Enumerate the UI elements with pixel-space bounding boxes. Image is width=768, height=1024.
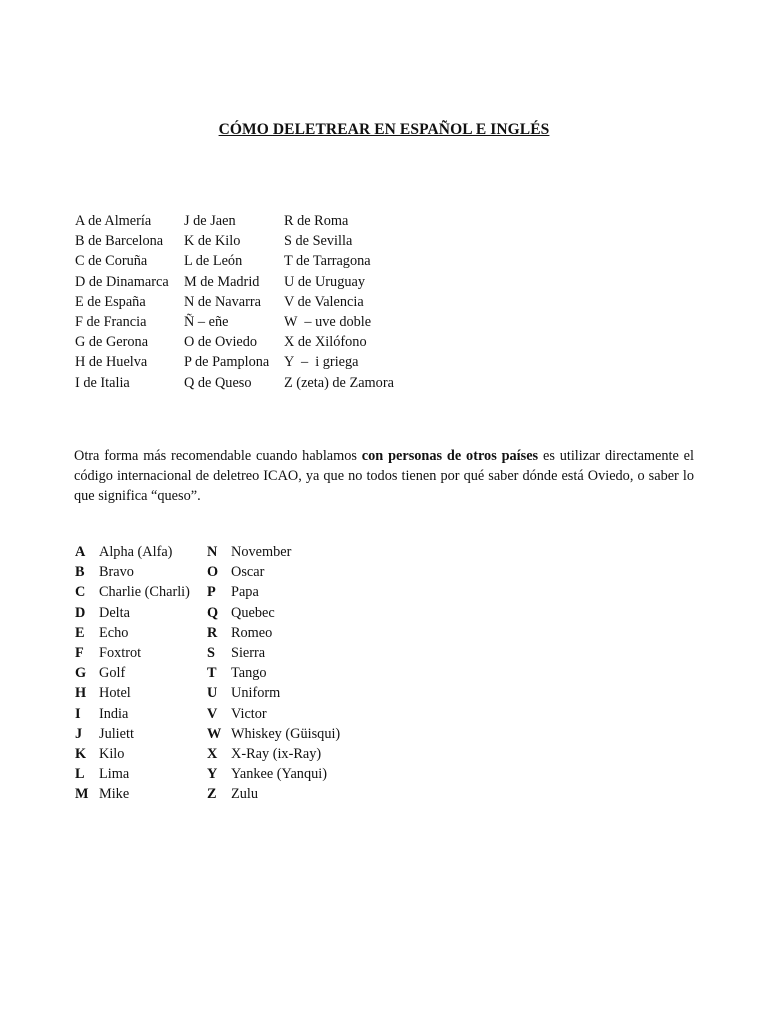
icao-letter: T: [207, 665, 217, 682]
icao-word: Victor: [231, 705, 267, 722]
icao-column-left: [75, 542, 207, 804]
icao-row: [75, 562, 207, 582]
icao-letter: J: [75, 725, 83, 742]
icao-letter: P: [207, 584, 216, 601]
spanish-entry: P de Pamplona: [184, 354, 270, 371]
icao-letter: F: [75, 644, 84, 661]
icao-row: [75, 724, 207, 744]
icao-letter: U: [207, 685, 218, 702]
icao-word: Yankee (Yanqui): [231, 766, 327, 783]
icao-letter: Q: [207, 604, 219, 621]
icao-row: [75, 603, 207, 623]
spanish-entry: Ñ – eñe: [184, 313, 229, 330]
icao-word: Hotel: [99, 685, 131, 702]
icao-letter: G: [75, 665, 87, 682]
icao-word: Zulu: [231, 786, 259, 803]
spanish-entry: J de Jaen: [184, 213, 236, 229]
icao-word: Quebec: [231, 604, 275, 621]
icao-row: [207, 784, 340, 804]
icao-word: Tango: [231, 665, 267, 682]
icao-word: Bravo: [99, 564, 134, 581]
icao-row: [207, 643, 340, 663]
spanish-entry: O de Oviedo: [184, 334, 258, 351]
icao-letter: A: [75, 544, 86, 560]
icao-word: Kilo: [99, 745, 125, 762]
icao-alphabet-table: [75, 542, 340, 804]
icao-letter: W: [207, 725, 222, 742]
icao-row: [207, 724, 340, 744]
icao-word: Juliett: [99, 725, 134, 742]
icao-letter: R: [207, 624, 218, 641]
spanish-entry: T de Tarragona: [284, 253, 371, 270]
icao-letter: N: [207, 544, 218, 560]
spanish-entry: G de Gerona: [75, 334, 149, 351]
icao-word: Sierra: [231, 644, 266, 661]
icao-row: [75, 744, 207, 764]
spanish-entry: S de Sevilla: [284, 233, 353, 250]
spanish-column-1: [75, 211, 184, 393]
icao-letter: Z: [207, 786, 217, 803]
icao-row: [75, 623, 207, 643]
icao-row: [207, 542, 340, 562]
paragraph-bold-text: con personas de otros países: [361, 448, 539, 464]
icao-row: [75, 643, 207, 663]
icao-row: [207, 623, 340, 643]
icao-word: Papa: [231, 584, 259, 601]
icao-intro-paragraph: [74, 446, 694, 507]
icao-word: Foxtrot: [99, 644, 142, 661]
spanish-entry: R de Roma: [284, 213, 349, 229]
spanish-entry: I de Italia: [75, 374, 130, 391]
spanish-entry: Z (zeta) de Zamora: [284, 374, 394, 391]
icao-row: [207, 582, 340, 602]
icao-letter: I: [75, 705, 81, 722]
icao-row: [207, 744, 340, 764]
icao-row: [75, 582, 207, 602]
icao-word: Whiskey (Güisqui): [231, 725, 341, 742]
spanish-entry: V de Valencia: [284, 293, 364, 310]
icao-row: [75, 663, 207, 683]
icao-row: [75, 704, 207, 724]
spanish-entry: Q de Queso: [184, 374, 252, 391]
spanish-entry: A de Almería: [75, 213, 152, 229]
icao-letter: X: [207, 745, 218, 762]
icao-row: [207, 764, 340, 784]
icao-row: [207, 704, 340, 724]
icao-word: Lima: [99, 766, 130, 783]
icao-row: [75, 683, 207, 703]
spanish-entry: E de España: [75, 293, 146, 310]
icao-row: [207, 663, 340, 683]
icao-row: [207, 603, 340, 623]
icao-letter: M: [75, 786, 89, 803]
spanish-column-3: [284, 211, 424, 393]
icao-letter: C: [75, 584, 86, 601]
icao-letter: V: [207, 705, 218, 722]
icao-word: Uniform: [231, 685, 281, 702]
spanish-entry: X de Xilófono: [284, 334, 367, 351]
icao-word: Romeo: [231, 624, 273, 641]
spanish-entry: F de Francia: [75, 313, 147, 330]
spanish-column-2: [184, 211, 284, 393]
spanish-entry: K de Kilo: [184, 233, 241, 250]
icao-word: Oscar: [231, 564, 265, 581]
icao-word: Delta: [99, 604, 130, 621]
icao-word: Golf: [99, 665, 126, 682]
spanish-entry: C de Coruña: [75, 253, 148, 270]
spanish-entry: N de Navarra: [184, 293, 261, 310]
icao-letter: E: [75, 624, 85, 641]
icao-letter: D: [75, 604, 86, 621]
spanish-entry: L de León: [184, 253, 243, 270]
spanish-entry: W – uve doble: [284, 313, 372, 330]
icao-word: Charlie (Charli): [99, 584, 190, 601]
icao-row: [75, 764, 207, 784]
spanish-entry: M de Madrid: [184, 273, 260, 290]
icao-row: [75, 542, 207, 562]
icao-row: [207, 562, 340, 582]
spanish-spelling-table: [75, 211, 424, 393]
icao-word: November: [231, 544, 292, 560]
page-title: CÓMO DELETREAR EN ESPAÑOL E INGLÉS: [218, 121, 550, 138]
icao-column-right: [207, 542, 340, 804]
icao-letter: O: [207, 564, 219, 581]
icao-row: [75, 784, 207, 804]
icao-letter: H: [75, 685, 87, 702]
spanish-entry: H de Huelva: [75, 354, 148, 371]
spanish-entry: U de Uruguay: [284, 273, 365, 290]
paragraph-text-start: Otra forma más recomendable cuando hablamos: [74, 448, 362, 464]
icao-row: [207, 683, 340, 703]
icao-letter: L: [75, 766, 85, 783]
spanish-entry: Y – i griega: [284, 354, 359, 371]
icao-word: Mike: [99, 786, 130, 803]
icao-word: X-Ray (ix-Ray): [231, 745, 322, 762]
icao-letter: B: [75, 564, 85, 581]
spanish-entry: B de Barcelona: [75, 233, 164, 250]
paragraph-text-end: es utilizar directamente el código internacional de deletreo ICAO, ya que no todos tienen por qué saber dónde está Oviedo, o saber lo que significa “queso”.: [74, 448, 694, 505]
icao-letter: Y: [207, 766, 218, 783]
icao-word: Alpha (Alfa): [99, 544, 173, 560]
spanish-entry: D de Dinamarca: [75, 273, 169, 290]
icao-letter: S: [207, 644, 215, 661]
icao-letter: K: [75, 745, 87, 762]
icao-word: Echo: [99, 624, 129, 641]
icao-word: India: [99, 705, 129, 722]
